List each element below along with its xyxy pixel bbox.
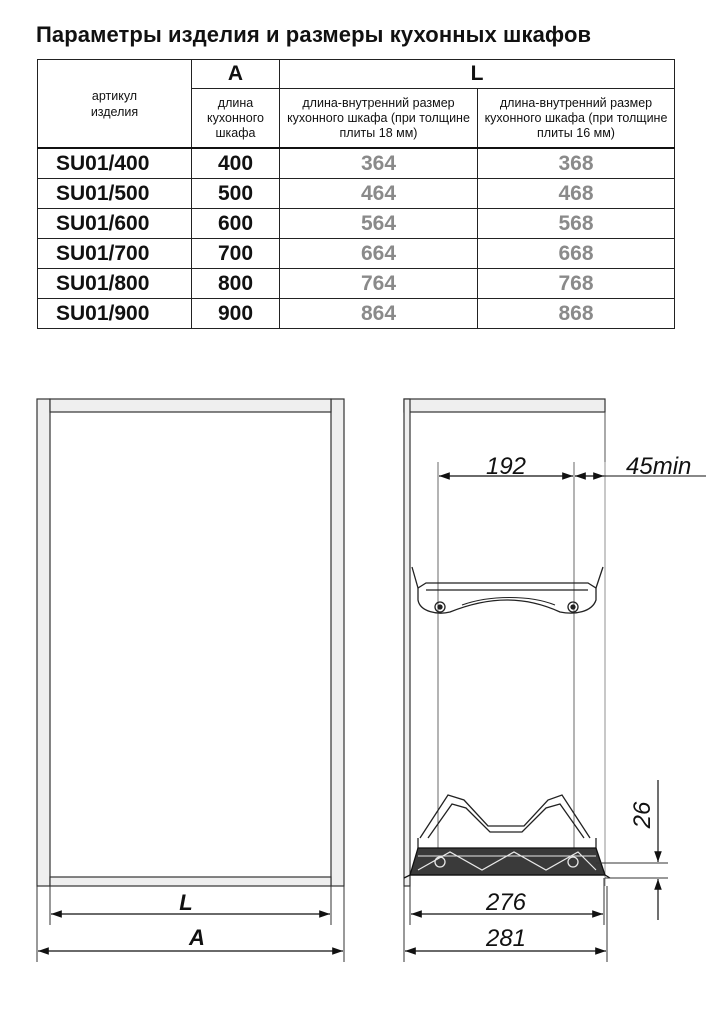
l16-subheader: длина-внутренний размер кухонного шкафа (при толщине плиты 16 мм) [478, 89, 675, 149]
dimension-281-label: 281 [485, 925, 527, 952]
dimension-26-label: 26 [629, 801, 656, 829]
article-cell: SU01/600 [38, 209, 192, 239]
cabinet-front-view [37, 399, 344, 886]
article-header: артикул изделия [38, 60, 192, 149]
l18-subheader: длина-внутренний размер кухонного шкафа (при толщине плиты 18 мм) [280, 89, 478, 149]
l16-cell: 768 [478, 269, 675, 299]
l16-cell: 568 [478, 209, 675, 239]
a-cell: 900 [192, 299, 280, 329]
l18-cell: 464 [280, 179, 478, 209]
a-cell: 400 [192, 148, 280, 179]
a-cell: 800 [192, 269, 280, 299]
left-side-panel [37, 399, 50, 886]
right-side-panel [331, 399, 344, 886]
a-cell: 700 [192, 239, 280, 269]
l16-cell: 468 [478, 179, 675, 209]
l16-cell: 668 [478, 239, 675, 269]
dimension-a-label: A [189, 925, 205, 950]
l18-cell: 864 [280, 299, 478, 329]
l18-cell: 664 [280, 239, 478, 269]
dimension-276 [411, 889, 603, 916]
dimension-192-label: 192 [485, 453, 527, 480]
article-cell: SU01/900 [38, 299, 192, 329]
col-a-header: A [192, 60, 280, 89]
dimension-276-label: 276 [485, 889, 527, 916]
bottom-panel [50, 877, 331, 886]
article-cell: SU01/800 [38, 269, 192, 299]
dimension-281 [405, 925, 606, 952]
a-cell: 600 [192, 209, 280, 239]
dimension-192 [439, 453, 573, 480]
dimension-45min [575, 453, 706, 480]
l16-cell: 868 [478, 299, 675, 329]
top-panel [50, 399, 331, 412]
article-cell: SU01/500 [38, 179, 192, 209]
l18-cell: 764 [280, 269, 478, 299]
a-subheader: длина кухонного шкафа [192, 89, 280, 149]
l16-cell: 368 [478, 148, 675, 179]
col-l-header: L [280, 60, 675, 89]
side-top-panel [404, 399, 605, 412]
l18-cell: 564 [280, 209, 478, 239]
l18-cell: 364 [280, 148, 478, 179]
dimension-l-label: L [179, 890, 193, 915]
dimension-45min-label: 45min [626, 453, 692, 480]
lower-basket [404, 795, 610, 878]
dimension-26 [629, 780, 658, 920]
article-cell: SU01/400 [38, 148, 192, 179]
page-title: Параметры изделия и размеры кухонных шкафов [36, 22, 592, 47]
a-cell: 500 [192, 179, 280, 209]
dimension-l [51, 890, 330, 915]
side-back-panel [404, 399, 410, 886]
article-cell: SU01/700 [38, 239, 192, 269]
dimension-a [38, 925, 343, 951]
